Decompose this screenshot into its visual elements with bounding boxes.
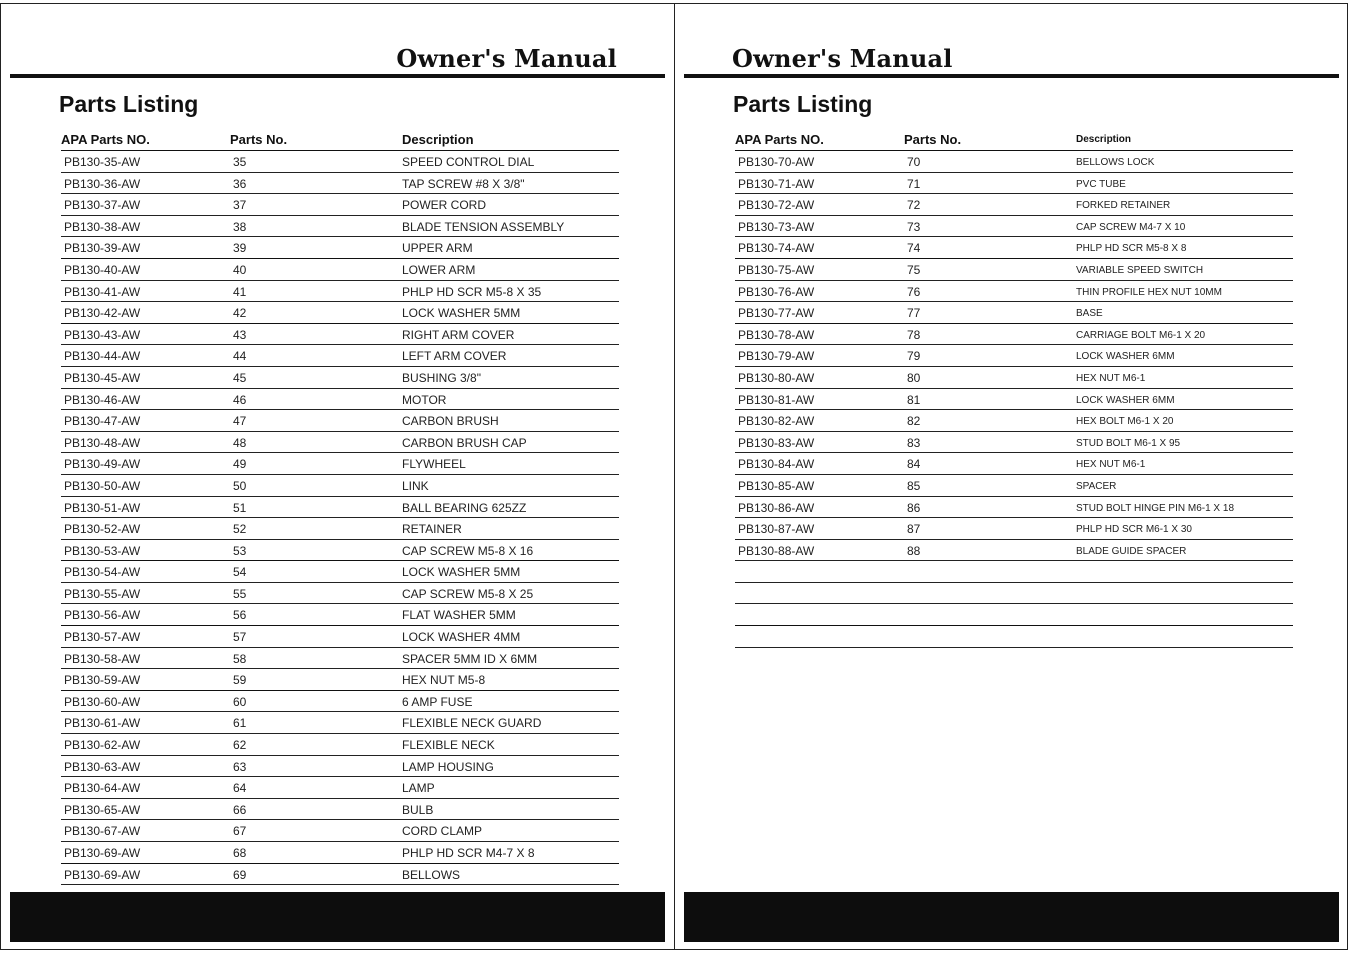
- cell-description: LOCK WASHER 6MM: [1076, 394, 1175, 406]
- cell-parts-no: 57: [233, 630, 247, 645]
- cell-description: HEX NUT M6-1: [1076, 372, 1146, 384]
- cell-parts-no: 79: [907, 349, 921, 364]
- cell-parts-no: 55: [233, 586, 247, 601]
- cell-apa-parts-no: PB130-63-AW: [64, 759, 141, 774]
- manual-title: Owner's Manual: [396, 44, 617, 73]
- cell-description: CARRIAGE BOLT M6-1 X 20: [1076, 329, 1206, 341]
- cell-apa-parts-no: PB130-73-AW: [738, 219, 815, 234]
- cell-apa-parts-no: PB130-51-AW: [64, 500, 141, 515]
- cell-apa-parts-no: PB130-41-AW: [64, 284, 141, 299]
- cell-parts-no: 39: [233, 241, 247, 256]
- cell-apa-parts-no: PB130-77-AW: [738, 306, 815, 321]
- footer-bar: [10, 892, 665, 942]
- cell-description: BASE: [1076, 308, 1103, 320]
- cell-description: LEFT ARM COVER: [402, 349, 507, 364]
- cell-parts-no: 61: [233, 716, 247, 731]
- cell-description: LAMP: [402, 781, 435, 796]
- table-row: [61, 259, 619, 281]
- table-row: [61, 540, 619, 562]
- cell-apa-parts-no: PB130-39-AW: [64, 241, 141, 256]
- table-row: [735, 194, 1293, 216]
- cell-description: LOCK WASHER 6MM: [1076, 351, 1175, 363]
- table-row: [61, 842, 619, 864]
- cell-description: SPEED CONTROL DIAL: [402, 155, 535, 169]
- table-row: [61, 432, 619, 454]
- table-row: [735, 281, 1293, 303]
- cell-parts-no: 73: [907, 219, 921, 234]
- header-description: Description: [1076, 134, 1132, 145]
- cell-apa-parts-no: PB130-70-AW: [738, 155, 815, 169]
- cell-parts-no: 82: [907, 414, 921, 429]
- cell-apa-parts-no: PB130-57-AW: [64, 630, 141, 645]
- cell-parts-no: 42: [233, 306, 247, 321]
- table-row: [61, 497, 619, 519]
- cell-description: PVC TUBE: [1076, 178, 1126, 190]
- cell-parts-no: 72: [907, 198, 921, 213]
- cell-parts-no: 66: [233, 802, 247, 817]
- table-row: [61, 864, 619, 886]
- table-row: [61, 604, 619, 626]
- cell-apa-parts-no: PB130-52-AW: [64, 522, 141, 537]
- table-row: [61, 389, 619, 411]
- cell-description: BLADE TENSION ASSEMBLY: [402, 219, 565, 234]
- cell-description: SPACER: [1076, 480, 1117, 492]
- cell-apa-parts-no: PB130-78-AW: [738, 327, 815, 342]
- cell-description: TAP SCREW #8 X 3/8": [402, 176, 525, 191]
- cell-description: CORD CLAMP: [402, 824, 483, 839]
- right-page: [675, 0, 1349, 954]
- cell-description: POWER CORD: [402, 198, 486, 213]
- cell-parts-no: 37: [233, 198, 247, 213]
- cell-parts-no: 63: [233, 759, 247, 774]
- table-row: [735, 497, 1293, 519]
- cell-apa-parts-no: PB130-58-AW: [64, 651, 141, 666]
- cell-description: 6 AMP FUSE: [402, 694, 473, 709]
- table-row: [61, 777, 619, 799]
- cell-description: BALL BEARING 625ZZ: [402, 500, 527, 515]
- cell-parts-no: 59: [233, 673, 247, 688]
- cell-description: PHLP HD SCR M4-7 X 8: [402, 846, 535, 860]
- cell-apa-parts-no: PB130-71-AW: [738, 176, 815, 191]
- cell-description: MOTOR: [402, 392, 447, 407]
- table-row: [735, 518, 1293, 540]
- table-row: [735, 561, 1293, 583]
- cell-apa-parts-no: PB130-83-AW: [738, 435, 815, 450]
- cell-apa-parts-no: PB130-84-AW: [738, 457, 815, 472]
- cell-parts-no: 53: [233, 543, 247, 558]
- cell-apa-parts-no: PB130-36-AW: [64, 176, 141, 191]
- cell-parts-no: 54: [233, 565, 247, 580]
- table-row: [61, 648, 619, 670]
- cell-description: BUSHING 3/8": [402, 370, 481, 385]
- table-header: [735, 128, 1293, 151]
- cell-apa-parts-no: PB130-45-AW: [64, 370, 141, 385]
- cell-parts-no: 76: [907, 284, 921, 299]
- cell-parts-no: 69: [233, 867, 247, 882]
- table-row: [61, 734, 619, 756]
- table-row: [735, 367, 1293, 389]
- table-row: [61, 151, 619, 173]
- cell-parts-no: 68: [233, 846, 247, 860]
- cell-apa-parts-no: PB130-53-AW: [64, 543, 141, 558]
- cell-apa-parts-no: PB130-69-AW: [64, 846, 141, 860]
- cell-description: HEX NUT M5-8: [402, 673, 486, 688]
- table-row: [735, 583, 1293, 605]
- cell-parts-no: 71: [907, 176, 921, 191]
- table-row: [735, 389, 1293, 411]
- table-row: [61, 799, 619, 821]
- cell-apa-parts-no: PB130-56-AW: [64, 608, 141, 623]
- cell-apa-parts-no: PB130-42-AW: [64, 306, 141, 321]
- cell-apa-parts-no: PB130-75-AW: [738, 262, 815, 277]
- table-row: [61, 216, 619, 238]
- cell-apa-parts-no: PB130-54-AW: [64, 565, 141, 580]
- cell-description: BULB: [402, 802, 434, 817]
- cell-description: UPPER ARM: [402, 241, 473, 256]
- table-row: [61, 302, 619, 324]
- cell-parts-no: 88: [907, 543, 921, 558]
- cell-apa-parts-no: PB130-74-AW: [738, 241, 815, 256]
- header-apa-parts-no: APA Parts NO.: [735, 132, 824, 147]
- cell-parts-no: 62: [233, 738, 247, 753]
- cell-description: PHLP HD SCR M5-8 X 8: [1076, 243, 1187, 255]
- parts-table: [735, 128, 1293, 648]
- cell-description: CARBON BRUSH: [402, 414, 499, 429]
- cell-description: SPACER 5MM ID X 6MM: [402, 651, 538, 666]
- cell-description: CAP SCREW M5-8 X 25: [402, 586, 534, 601]
- table-row: [61, 691, 619, 713]
- header-apa-parts-no: APA Parts NO.: [61, 132, 150, 147]
- cell-apa-parts-no: PB130-55-AW: [64, 586, 141, 601]
- table-row: [735, 453, 1293, 475]
- cell-parts-no: 87: [907, 522, 921, 537]
- cell-apa-parts-no: PB130-48-AW: [64, 435, 141, 450]
- cell-apa-parts-no: PB130-69-AW: [64, 867, 141, 882]
- cell-description: VARIABLE SPEED SWITCH: [1076, 264, 1204, 276]
- cell-apa-parts-no: PB130-86-AW: [738, 500, 815, 515]
- table-row: [61, 367, 619, 389]
- cell-parts-no: 36: [233, 176, 247, 191]
- cell-apa-parts-no: PB130-47-AW: [64, 414, 141, 429]
- table-row: [61, 669, 619, 691]
- cell-description: FLYWHEEL: [402, 457, 466, 472]
- table-row: [735, 173, 1293, 195]
- cell-apa-parts-no: PB130-87-AW: [738, 522, 815, 537]
- header-description: Description: [402, 132, 474, 147]
- table-row: [735, 604, 1293, 626]
- cell-parts-no: 58: [233, 651, 247, 666]
- cell-apa-parts-no: PB130-72-AW: [738, 198, 815, 213]
- cell-parts-no: 41: [233, 284, 247, 299]
- table-row: [61, 453, 619, 475]
- cell-description: HEX NUT M6-1: [1076, 459, 1146, 471]
- cell-description: BELLOWS: [402, 867, 461, 882]
- cell-description: FLEXIBLE NECK GUARD: [402, 716, 542, 731]
- cell-description: BLADE GUIDE SPACER: [1076, 545, 1187, 557]
- header-parts-no: Parts No.: [904, 132, 962, 147]
- cell-parts-no: 48: [233, 435, 247, 450]
- cell-parts-no: 51: [233, 500, 247, 515]
- table-row: [735, 475, 1293, 497]
- cell-description: BELLOWS LOCK: [1076, 157, 1155, 168]
- cell-description: LAMP HOUSING: [402, 759, 494, 774]
- cell-parts-no: 52: [233, 522, 247, 537]
- cell-apa-parts-no: PB130-61-AW: [64, 716, 141, 731]
- cell-apa-parts-no: PB130-88-AW: [738, 543, 815, 558]
- footer-bar: [684, 892, 1339, 942]
- header-parts-no: Parts No.: [230, 132, 288, 147]
- cell-parts-no: 40: [233, 262, 247, 277]
- cell-parts-no: 35: [233, 155, 247, 169]
- cell-parts-no: 85: [907, 478, 921, 493]
- cell-apa-parts-no: PB130-67-AW: [64, 824, 141, 839]
- cell-description: CAP SCREW M5-8 X 16: [402, 543, 534, 558]
- cell-description: LOWER ARM: [402, 262, 476, 277]
- cell-parts-no: 70: [907, 155, 921, 169]
- table-row: [735, 302, 1293, 324]
- table-row: [61, 475, 619, 497]
- cell-apa-parts-no: PB130-65-AW: [64, 802, 141, 817]
- table-row: [735, 151, 1293, 173]
- cell-parts-no: 60: [233, 694, 247, 709]
- section-title: Parts Listing: [733, 91, 873, 117]
- cell-description: LOCK WASHER 4MM: [402, 630, 521, 645]
- table-row: [61, 237, 619, 259]
- table-row: [61, 281, 619, 303]
- table-row: [61, 712, 619, 734]
- cell-apa-parts-no: PB130-85-AW: [738, 478, 815, 493]
- cell-description: RETAINER: [402, 522, 462, 537]
- cell-parts-no: 49: [233, 457, 247, 472]
- manual-title: Owner's Manual: [732, 44, 953, 73]
- cell-apa-parts-no: PB130-80-AW: [738, 370, 815, 385]
- cell-description: CARBON BRUSH CAP: [402, 435, 527, 450]
- cell-apa-parts-no: PB130-38-AW: [64, 219, 141, 234]
- cell-parts-no: 75: [907, 262, 921, 277]
- cell-parts-no: 47: [233, 414, 247, 429]
- table-row: [735, 540, 1293, 562]
- cell-apa-parts-no: PB130-60-AW: [64, 694, 141, 709]
- cell-parts-no: 86: [907, 500, 921, 515]
- cell-description: LOCK WASHER 5MM: [402, 565, 521, 580]
- table-row: [61, 583, 619, 605]
- cell-parts-no: 50: [233, 478, 247, 493]
- cell-description: FLAT WASHER 5MM: [402, 608, 516, 623]
- table-row: [735, 345, 1293, 367]
- cell-parts-no: 45: [233, 370, 247, 385]
- cell-parts-no: 67: [233, 824, 247, 839]
- table-row: [735, 259, 1293, 281]
- cell-parts-no: 43: [233, 327, 247, 342]
- table-header: [61, 128, 619, 151]
- cell-apa-parts-no: PB130-37-AW: [64, 198, 141, 213]
- cell-parts-no: 84: [907, 457, 921, 472]
- cell-description: CAP SCREW M4-7 X 10: [1076, 221, 1186, 233]
- table-row: [61, 561, 619, 583]
- cell-apa-parts-no: PB130-79-AW: [738, 349, 815, 364]
- cell-parts-no: 74: [907, 241, 921, 256]
- table-row: [61, 820, 619, 842]
- cell-description: STUD BOLT HINGE PIN M6-1 X 18: [1076, 502, 1235, 514]
- table-row: [61, 173, 619, 195]
- cell-parts-no: 56: [233, 608, 247, 623]
- table-row: [61, 518, 619, 540]
- cell-apa-parts-no: PB130-44-AW: [64, 349, 141, 364]
- cell-parts-no: 64: [233, 781, 247, 796]
- table-row: [61, 626, 619, 648]
- cell-parts-no: 83: [907, 435, 921, 450]
- cell-description: FLEXIBLE NECK: [402, 738, 495, 753]
- cell-apa-parts-no: PB130-50-AW: [64, 478, 141, 493]
- cell-apa-parts-no: PB130-49-AW: [64, 457, 141, 472]
- left-page: [0, 0, 674, 954]
- cell-apa-parts-no: PB130-35-AW: [64, 155, 141, 169]
- cell-description: PHLP HD SCR M6-1 X 30: [1076, 524, 1192, 536]
- table-row: [735, 410, 1293, 432]
- cell-description: HEX BOLT M6-1 X 20: [1076, 416, 1174, 428]
- header-rule: [10, 74, 665, 78]
- table-row: [61, 324, 619, 346]
- table-row: [61, 756, 619, 778]
- cell-description: THIN PROFILE HEX NUT 10MM: [1076, 286, 1222, 298]
- table-row: [61, 345, 619, 367]
- cell-apa-parts-no: PB130-46-AW: [64, 392, 141, 407]
- header-rule: [684, 74, 1339, 78]
- table-row: [735, 626, 1293, 648]
- cell-description: PHLP HD SCR M5-8 X 35: [402, 284, 542, 299]
- cell-parts-no: 80: [907, 370, 921, 385]
- cell-parts-no: 78: [907, 327, 921, 342]
- table-row: [735, 324, 1293, 346]
- table-row: [61, 194, 619, 216]
- cell-apa-parts-no: PB130-64-AW: [64, 781, 141, 796]
- cell-parts-no: 46: [233, 392, 247, 407]
- cell-apa-parts-no: PB130-76-AW: [738, 284, 815, 299]
- cell-parts-no: 44: [233, 349, 247, 364]
- cell-apa-parts-no: PB130-59-AW: [64, 673, 141, 688]
- cell-apa-parts-no: PB130-81-AW: [738, 392, 815, 407]
- table-row: [61, 410, 619, 432]
- cell-apa-parts-no: PB130-82-AW: [738, 414, 815, 429]
- cell-description: RIGHT ARM COVER: [402, 327, 515, 342]
- cell-description: LOCK WASHER 5MM: [402, 306, 521, 321]
- table-row: [735, 237, 1293, 259]
- cell-parts-no: 38: [233, 219, 247, 234]
- cell-apa-parts-no: PB130-62-AW: [64, 738, 141, 753]
- parts-table: [61, 128, 619, 885]
- section-title: Parts Listing: [59, 91, 199, 117]
- cell-apa-parts-no: PB130-40-AW: [64, 262, 141, 277]
- cell-parts-no: 81: [907, 392, 921, 407]
- table-row: [735, 216, 1293, 238]
- cell-parts-no: 77: [907, 306, 921, 321]
- cell-apa-parts-no: PB130-43-AW: [64, 327, 141, 342]
- cell-description: STUD BOLT M6-1 X 95: [1076, 437, 1181, 449]
- table-row: [735, 432, 1293, 454]
- cell-description: LINK: [402, 478, 429, 493]
- cell-description: FORKED RETAINER: [1076, 200, 1171, 212]
